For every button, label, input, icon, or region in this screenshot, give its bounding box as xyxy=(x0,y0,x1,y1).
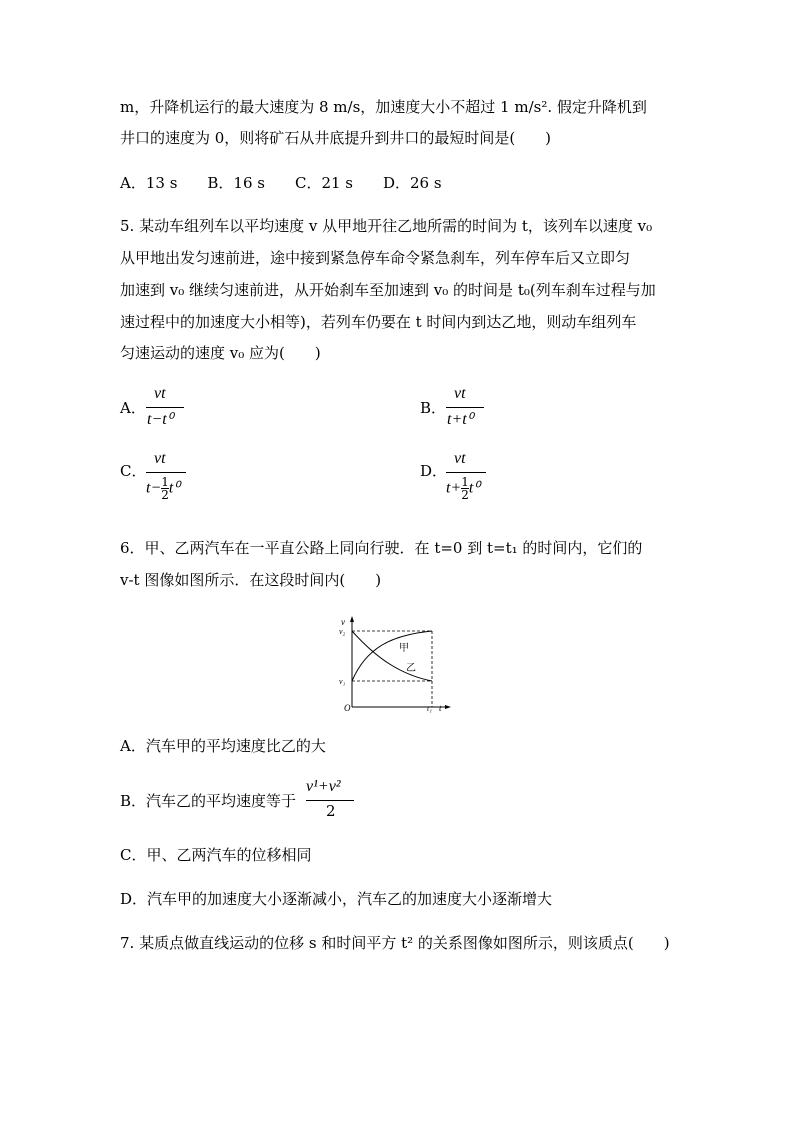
q5-option-c-half xyxy=(161,476,169,501)
q6-option-a: A．汽车甲的平均速度比乙的大 xyxy=(120,737,326,755)
vt-graph-curve-jia xyxy=(352,631,432,681)
q5-option-b-num: vt xyxy=(454,385,466,402)
q5-line-5: 匀速运动的速度 v₀ 应为( ) xyxy=(120,344,321,362)
q5-option-a-den: t−t⁰ xyxy=(147,411,174,428)
q5-line-3: 加速到 v₀ 继续匀速前进，从开始刹车至加速到 v₀ 的时间是 t₀(列车刹车过程与加 xyxy=(120,281,656,299)
q5-option-c-label: C． xyxy=(120,462,147,480)
vt-graph-x-label: t xyxy=(439,703,442,713)
q5-option-d-num: vt xyxy=(454,450,466,467)
q5-option-d-half xyxy=(461,476,469,501)
q6-option-d: D．汽车甲的加速度大小逐渐减小，汽车乙的加速度大小逐渐增大 xyxy=(120,890,553,908)
q5-option-b-den: t+t⁰ xyxy=(447,411,474,428)
q5-option-b-bar xyxy=(446,407,484,408)
q5-option-a-bar xyxy=(146,407,184,408)
vt-graph-x-arrow xyxy=(445,705,451,709)
q5-option-c-den-post: t⁰ xyxy=(168,479,180,497)
q5-line-4: 速过程中的加速度大小相等)，若列车仍要在 t 时间内到达乙地，则动车组列车 xyxy=(120,313,637,331)
q5-option-d-half-num: 1 xyxy=(461,475,469,489)
vt-graph-yi-label: 乙 xyxy=(406,663,416,674)
q4-line-1: m，升降机运行的最大速度为 8 m/s，加速度大小不超过 1 m/s². 假定升降机到 xyxy=(120,98,647,116)
q6-option-b-den: 2 xyxy=(326,802,336,820)
q5-line-2: 从甲地出发匀速前进，途中接到紧急停车命令紧急刹车，列车停车后又立即匀 xyxy=(120,249,631,267)
q5-option-c-fraction xyxy=(146,450,190,516)
vt-graph-v1-label: v₁ xyxy=(339,677,346,686)
q6-option-b-fraction xyxy=(306,778,356,826)
q5-option-c-bar xyxy=(146,472,186,473)
q6-option-b-num: v¹+v² xyxy=(306,778,341,795)
vt-graph xyxy=(336,613,466,713)
q5-option-b-fraction xyxy=(446,385,486,431)
vt-graph-y-label: v xyxy=(341,617,345,627)
q5-option-c-den xyxy=(146,476,180,501)
vt-graph-jia-label: 甲 xyxy=(399,643,409,654)
q5-option-d-den xyxy=(446,476,480,501)
q5-option-d-den-pre: t+ xyxy=(446,479,462,497)
q5-option-d-label: D． xyxy=(420,462,448,480)
q5-option-c-half-num: 1 xyxy=(161,475,169,489)
vt-graph-origin-label: O xyxy=(344,703,351,713)
q6-option-c: C．甲、乙两汽车的位移相同 xyxy=(120,846,312,864)
vt-graph-v2-label: v₂ xyxy=(339,627,346,636)
q5-option-d-den-post: t⁰ xyxy=(468,479,480,497)
q4-options: A．13 s B．16 s C．21 s D．26 s xyxy=(120,174,442,192)
q5-option-a-num: vt xyxy=(154,385,166,402)
q5-option-c-num: vt xyxy=(154,450,166,467)
q5-option-c-half-den: 2 xyxy=(161,488,169,502)
q5-option-a-fraction xyxy=(146,385,186,431)
vt-graph-curve-yi xyxy=(352,631,432,681)
q6-option-b-bar xyxy=(306,800,354,801)
q6-option-b-text: B．汽车乙的平均速度等于 xyxy=(120,792,297,810)
q5-option-a-label: A． xyxy=(120,399,146,417)
vt-graph-y-arrow xyxy=(350,616,354,622)
q5-option-d-bar xyxy=(446,472,486,473)
q5-option-d-fraction xyxy=(446,450,490,516)
q4-line-2: 井口的速度为 0，则将矿石从井底提升到井口的最短时间是( ) xyxy=(120,129,552,147)
q5-line-1: 5. 某动车组列车以平均速度 v 从甲地开往乙地所需的时间为 t，该列车以速度 v₀ xyxy=(120,217,653,235)
q5-option-b-label: B． xyxy=(420,399,447,417)
q5-option-d-half-den: 2 xyxy=(461,488,469,502)
q6-line-2: v-t 图像如图所示．在这段时间内( ) xyxy=(120,571,382,589)
q6-line-1: 6．甲、乙两汽车在一平直公路上同向行驶．在 t=0 到 t=t₁ 的时间内，它们的 xyxy=(120,539,643,557)
vt-graph-t1-label: t₁ xyxy=(427,704,433,713)
q5-option-c-den-pre: t− xyxy=(146,479,162,497)
q7-line-1: 7. 某质点做直线运动的位移 s 和时间平方 t² 的关系图像如图所示，则该质点( ) xyxy=(120,934,670,952)
